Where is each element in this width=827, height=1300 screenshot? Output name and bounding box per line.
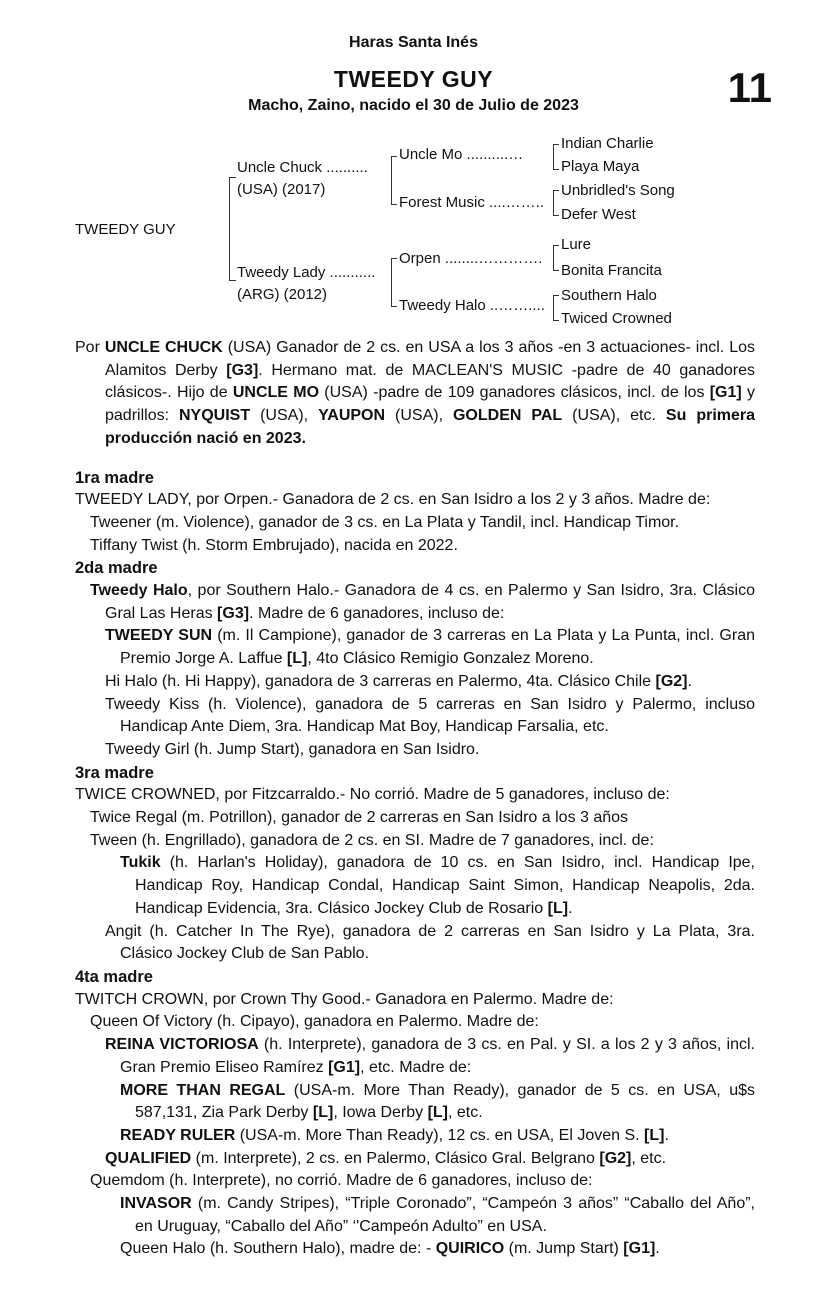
pedigree-sire-origin: (USA) (2017) [237, 181, 326, 198]
dam4-line6: QUALIFIED (m. Interprete), 2 cs. en Palermo, Clásico Gral. Belgrano [G2], etc. [105, 1149, 667, 1167]
catalog-body [75, 337, 755, 1261]
horse-description: Macho, Zaino, nacido el 30 de Julio de 2023 [248, 97, 579, 114]
dam2-line5: Tweedy Girl (h. Jump Start), ganadora en San Isidro. [105, 740, 480, 758]
dam4-line2: Queen Of Victory (h. Cipayo), ganadora en Palermo. Madre de: [90, 1013, 539, 1031]
pedigree-gg6: Bonita Francita [561, 262, 662, 279]
section-heading-dam1: 1ra madre [75, 468, 154, 487]
lot-number: 11 [727, 64, 772, 111]
pedigree-gg8: Twiced Crowned [561, 310, 672, 327]
pedigree-dam-dam: Tweedy Halo ..…….... [399, 297, 545, 314]
pedigree-sire: Uncle Chuck .......... [237, 159, 368, 176]
farm-name: Haras Santa Inés [349, 34, 478, 51]
dam1-line3: Tiffany Twist (h. Storm Embrujado), nacida en 2022. [90, 536, 458, 554]
dam4-line4: MORE THAN REGAL (USA-m. More Than Ready), ganador de 5 cs. en USA, u$s 587,131, Zia Park Derby [L], Iowa Derby [L], etc. [120, 1081, 755, 1122]
pedigree-bracket-g2 [553, 190, 559, 216]
pedigree-dam: Tweedy Lady ........... [237, 264, 376, 281]
dam2-line2: TWEEDY SUN (m. Il Campione), ganador de 3 carreras en La Plata y La Punta, incl. Gran Premio Jorge A. Laffue [L], 4to Clásico Remigio Gonzalez Moreno. [105, 627, 756, 668]
pedigree-bracket-sire [391, 156, 397, 205]
horse-name: TWEEDY GUY [333, 66, 494, 92]
pedigree-sire-sire: Uncle Mo ..........… [399, 146, 524, 163]
dam3-line1: TWICE CROWNED, por Fitzcarraldo.- No corrió. Madre de 5 ganadores, incluso de: [75, 786, 670, 804]
section-heading-dam4: 4ta madre [75, 967, 153, 986]
dam3-line5: Angit (h. Catcher In The Rye), ganadora de 2 carreras en San Isidro y La Plata, 3ra. Clásico Jockey Club de San Pablo. [105, 922, 755, 963]
section-heading-dam2: 2da madre [75, 559, 158, 578]
dam2-line3: Hi Halo (h. Hi Happy), ganadora de 3 carreras en Palermo, 4ta. Clásico Chile [G2]. [105, 672, 692, 690]
dam4-line9: Queen Halo (h. Southern Halo), madre de: - QUIRICO (m. Jump Start) [G1]. [120, 1240, 660, 1258]
pedigree-dam-origin: (ARG) (2012) [237, 286, 328, 303]
pedigree-bracket-main [229, 177, 236, 281]
pedigree-bracket-g4 [553, 295, 559, 321]
dam3-line3: Tween (h. Engrillado), ganadora de 2 cs. en SI. Madre de 7 ganadores, incl. de: [90, 831, 654, 849]
pedigree-gg2: Playa Maya [561, 158, 640, 175]
pedigree-dam-sire: Orpen ........…………. [399, 250, 543, 267]
pedigree-sire-dam: Forest Music ....…….. [399, 194, 545, 211]
pedigree-bracket-g1 [553, 144, 559, 170]
pedigree-bracket-dam [391, 258, 397, 307]
pedigree-subject: TWEEDY GUY [75, 221, 176, 238]
dam4-line5: READY RULER (USA-m. More Than Ready), 12 cs. en USA, El Joven S. [L]. [120, 1126, 669, 1144]
section-heading-dam3: 3ra madre [75, 763, 154, 782]
dam4-line7: Quemdom (h. Interprete), no corrió. Madre de 6 ganadores, incluso de: [90, 1172, 593, 1190]
dam2-line4: Tweedy Kiss (h. Violence), ganadora de 5 carreras en San Isidro y Palermo, incluso Handicap Ante Diem, 3ra. Handicap Mat Boy, Handicap Farsalia, etc. [105, 695, 755, 736]
dam4-line3: REINA VICTORIOSA (h. Interprete), ganadora de 3 cs. en Pal. y SI. a los 2 y 3 años, incl. Gran Premio Eliseo Ramírez [G1], etc. Madre de: [105, 1036, 756, 1076]
dam4-line8: INVASOR (m. Candy Stripes), “Triple Coronado”, “Campeón 3 años” “Caballo del Año”, en Uruguay, “Caballo del Año” ‘'Campeón Adulto” en USA. [120, 1195, 755, 1235]
dam3-line2: Twice Regal (m. Potrillon), ganador de 2 carreras en San Isidro a los 3 años [90, 809, 629, 827]
pedigree-gg5: Lure [561, 236, 592, 253]
dam1-line1: TWEEDY LADY, por Orpen.- Ganadora de 2 cs. en San Isidro a los 2 y 3 años. Madre de: [75, 491, 711, 509]
pedigree-gg3: Unbridled's Song [561, 182, 675, 199]
dam1-line2: Tweener (m. Violence), ganador de 3 cs. en La Plata y Tandil, incl. Handicap Timor. [90, 513, 680, 531]
pedigree-gg1: Indian Charlie [561, 135, 654, 152]
pedigree-gg4: Defer West [561, 206, 636, 223]
dam3-line4: Tukik (h. Harlan's Holiday), ganadora de 10 cs. en San Isidro, incl. Handicap Ipe, Handicap Roy, Handicap Condal, Handicap Saint Simon, Handicap Neapolis, 2da. Handicap Evidencia, 3ra. Clásico Jockey Club de Rosario [L]. [120, 854, 755, 917]
sire-paragraph: Por UNCLE CHUCK (USA) Ganador de 2 cs. en USA a los 3 años -en 3 actuaciones- incl. Los Alamitos Derby [G3]. Hermano mat. de MACLEAN'S MUSIC -padre de 40 ganadores clásicos-. Hijo de UNCLE MO (USA) -padre de 109 ganadores clásicos, incl. de los [G1] y padrillos: NYQUIST (USA), YAUPON (USA), GOLDEN PAL (USA), etc. Su primera producción nació en 2023. [75, 339, 756, 447]
pedigree-bracket-g3 [553, 245, 559, 271]
dam4-line1: TWITCH CROWN, por Crown Thy Good.- Ganadora en Palermo. Madre de: [75, 990, 614, 1008]
dam2-line1: Tweedy Halo, por Southern Halo.- Ganadora de 4 cs. en Palermo y San Isidro, 3ra. Clásico Gral Las Heras [G3]. Madre de 6 ganadores, incluso de: [90, 582, 756, 622]
pedigree-gg7: Southern Halo [561, 287, 657, 304]
